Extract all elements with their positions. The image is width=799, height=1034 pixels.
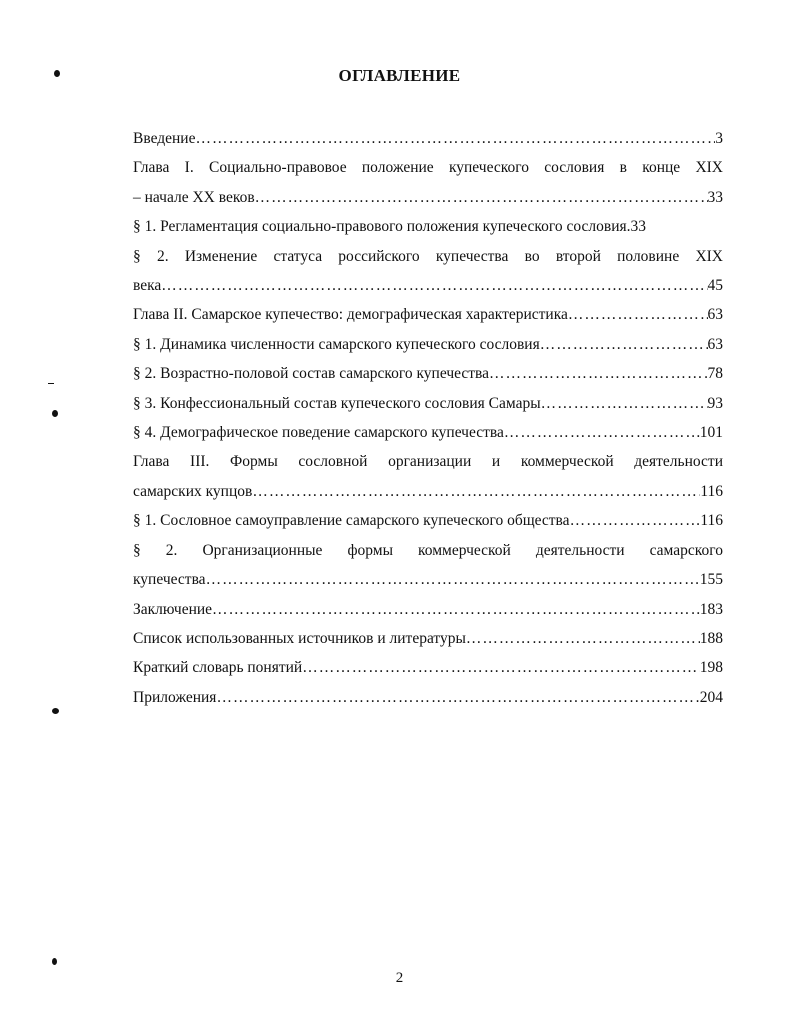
toc-entry-label: § 1. Регламентация социально-правового положения купеческого сословия. [133, 218, 631, 236]
toc-entry-label: – начале XX веков [133, 188, 255, 206]
toc-entry-introduction [133, 124, 723, 153]
toc-entry-chapter-3-section-2 [133, 565, 723, 594]
toc-entry-page: 63 [707, 335, 723, 353]
toc-entry-page: 198 [699, 659, 723, 677]
scan-speck [54, 70, 60, 77]
toc-entry-label: самарских купцов [133, 482, 253, 500]
toc-entry-page: 116 [700, 512, 723, 530]
page-title: ОГЛАВЛЕНИЕ [338, 66, 461, 85]
toc-leader-dots [540, 330, 708, 359]
toc-entry-label: Заключение [133, 600, 213, 618]
toc-entry-label: купечества [133, 571, 206, 589]
toc-entry-chapter-1-section-2-line-1: § 2. Изменение статуса российского купечества во второй половине XIX [133, 247, 723, 265]
toc-entry-page: 116 [700, 482, 723, 500]
toc-entry-page: 204 [699, 688, 723, 706]
toc-leader-dots [504, 418, 700, 447]
toc-leader-dots [302, 653, 700, 682]
table-of-contents [133, 124, 723, 712]
toc-entry-conclusion [133, 595, 723, 624]
toc-entry-chapter-2-section-1 [133, 330, 723, 359]
toc-entry-chapter-2-section-3 [133, 389, 723, 418]
scan-speck [48, 383, 54, 384]
toc-leader-dots [161, 271, 707, 300]
toc-entry-page: 183 [699, 600, 723, 618]
toc-entry-glossary [133, 653, 723, 682]
toc-entry-chapter-1-line-1: Глава I. Социально-правовое положение купеческого сословия в конце XIX [133, 159, 723, 177]
toc-entry-label: § 4. Демографическое поведение самарского купечества [133, 424, 504, 442]
toc-leader-dots [466, 624, 700, 653]
toc-entry-page: 33 [707, 188, 723, 206]
toc-entry-chapter-1-section-1 [133, 212, 723, 241]
toc-leader-dots [206, 565, 700, 594]
toc-entry-page: 63 [707, 306, 723, 324]
toc-entry-page: 33 [630, 218, 647, 236]
scan-speck [52, 958, 57, 965]
toc-leader-dots [195, 124, 715, 153]
toc-entry-label: Краткий словарь понятий [133, 659, 303, 677]
toc-leader-dots [252, 477, 700, 506]
toc-entry-page: 101 [699, 424, 723, 442]
toc-entry-bibliography [133, 624, 723, 653]
toc-entry-page: 45 [707, 277, 723, 295]
toc-entry-page: 3 [715, 130, 723, 147]
toc-leader-dots [216, 683, 699, 712]
toc-entry-label: § 3. Конфессиональный состав купеческого сословия Самары [133, 394, 541, 412]
scan-speck [52, 410, 58, 417]
toc-entry-chapter-3-line-1: Глава III. Формы сословной организации и коммерческой деятельности [133, 453, 723, 471]
toc-entry-page: 93 [707, 394, 723, 412]
toc-entry-chapter-3-section-2-line-1: § 2. Организационные формы коммерческой деятельности самарского [133, 541, 723, 559]
toc-entry-label: § 1. Динамика численности самарского купеческого сословия [133, 335, 540, 353]
toc-entry-chapter-2 [133, 300, 723, 329]
toc-leader-dots [489, 359, 707, 388]
toc-entry-label: Список использованных источников и литературы [133, 629, 466, 647]
page-number: 2 [395, 970, 404, 986]
toc-entry-appendices [133, 683, 723, 712]
toc-entry-chapter-1 [133, 183, 723, 212]
toc-entry-chapter-3 [133, 477, 723, 506]
toc-entry-chapter-3-section-1 [133, 506, 723, 535]
toc-entry-label: Приложения [133, 688, 217, 706]
toc-entry-page: 78 [707, 365, 723, 383]
toc-entry-label: § 1. Сословное самоуправление самарского купеческого общества [133, 512, 570, 530]
toc-entry-page: 155 [699, 571, 723, 589]
toc-leader-dots [541, 389, 708, 418]
scan-speck [52, 708, 59, 714]
toc-leader-dots [568, 300, 708, 329]
toc-entry-label: § 2. Возрастно-половой состав самарского купечества [133, 365, 490, 383]
toc-entry-label: Глава II. Самарское купечество: демографическая характеристика [133, 306, 568, 324]
toc-entry-chapter-2-section-2 [133, 359, 723, 388]
toc-leader-dots [212, 595, 700, 624]
toc-entry-page: 188 [699, 629, 723, 647]
toc-entry-chapter-2-section-4 [133, 418, 723, 447]
toc-leader-dots [255, 183, 708, 212]
toc-leader-dots [570, 506, 701, 535]
toc-entry-chapter-1-section-2 [133, 271, 723, 300]
toc-entry-label: века [133, 277, 162, 295]
toc-entry-label: Введение [133, 130, 196, 147]
